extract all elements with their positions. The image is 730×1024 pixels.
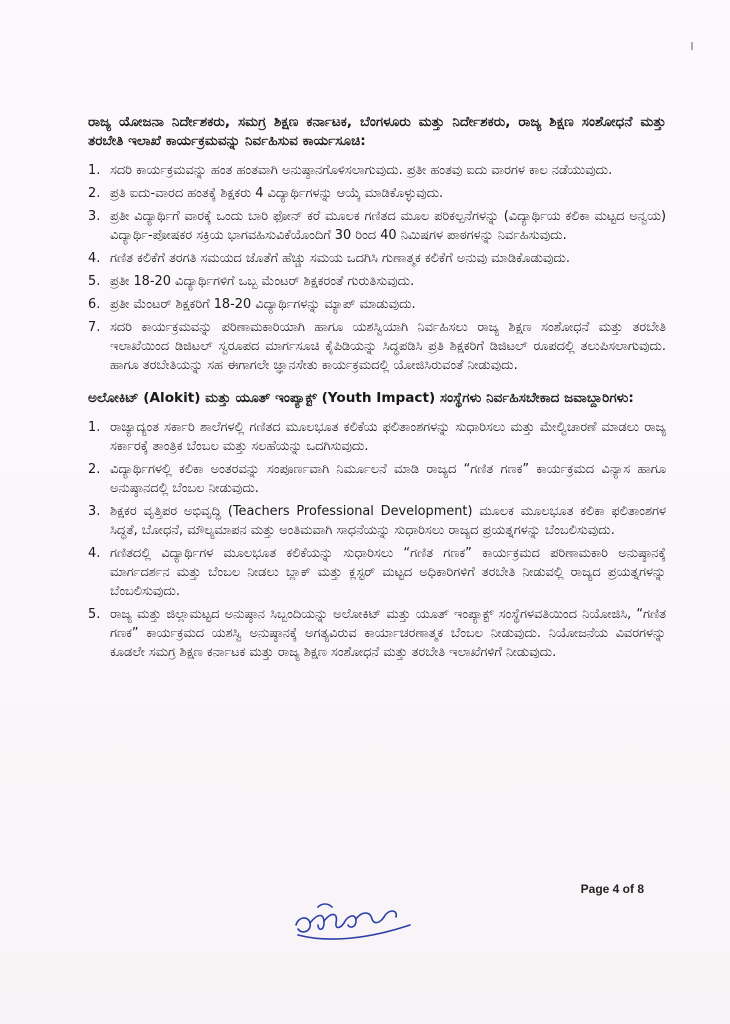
item-number: 2. bbox=[88, 186, 101, 201]
item-text: ಗಣಿತ ಕಲಿಕೆಗೆ ತರಗತಿ ಸಮಯದ ಜೊತೆಗೆ ಹೆಚ್ಚು ಸಮಯ ಒದಗಿಸಿ ಗುಣಾತ್ಮಕ ಕಲಿಕೆಗೆ ಅನುವು ಮಾಡಿಕೊಡುವುದು. bbox=[110, 251, 570, 266]
item-text: ಪ್ರತೀ 18-20 ವಿದ್ಯಾರ್ಥಿಗಳಿಗೆ ಒಬ್ಬ ಮೆಂಟರ್ ಶಿಕ್ಷಕರಂತೆ ಗುರುತಿಸುವುದು. bbox=[110, 274, 415, 289]
item-number: 1. bbox=[88, 163, 101, 178]
list-item bbox=[88, 161, 666, 180]
list-item bbox=[88, 502, 666, 540]
item-number: 3. bbox=[88, 504, 101, 519]
item-number: 2. bbox=[88, 462, 101, 477]
list-item bbox=[88, 207, 666, 245]
item-number: 5. bbox=[88, 274, 101, 289]
page-number: Page 4 of 8 bbox=[580, 882, 644, 896]
list-item bbox=[88, 418, 666, 456]
list-item bbox=[88, 605, 666, 662]
list-item bbox=[88, 318, 666, 375]
scan-mark-icon bbox=[690, 42, 694, 50]
list-item bbox=[88, 249, 666, 268]
section1-list bbox=[88, 161, 666, 375]
item-text: ರಾಜ್ಯ ಮತ್ತು ಜಿಲ್ಲಾಮಟ್ಟದ ಅನುಷ್ಠಾನ ಸಿಬ್ಬಂದಿಯನ್ನು ಅಲೋಕಿಟ್ ಮತ್ತು ಯೂತ್ ಇಂಪ್ಯಾಕ್ಟ್ ಸಂಸ್ಥೆಗಳವತಿಯಿಂದ ನಿಯೋಜಿಸಿ, “ಗಣಿತ ಗಣಕ” ಕಾರ್ಯಕ್ರಮದ ಯಶಸ್ವಿ ಅನುಷ್ಠಾನಕ್ಕೆ ಅಗತ್ಯವಿರುವ ಕಾರ್ಯಾಚರಣಾತ್ಮಕ ಬೆಂಬಲ ನೀಡುವುದು. ನಿಯೋಜನೆಯ ವಿವರಗಳನ್ನು ಕೂಡಲೇ ಸಮಗ್ರ ಶಿಕ್ಷಣ ಕರ್ನಾಟಕ ಮತ್ತು ರಾಜ್ಯ ಶಿಕ್ಷಣ ಸಂಶೋಧನೆ ಮತ್ತು ತರಬೇತಿ ಇಲಾಖೆಗಳಿಗೆ ನೀಡುವುದು. bbox=[110, 607, 666, 660]
item-text: ವಿದ್ಯಾರ್ಥಿಗಳಲ್ಲಿ ಕಲಿಕಾ ಅಂತರವನ್ನು ಸಂಪೂರ್ಣವಾಗಿ ನಿರ್ಮೂಲನೆ ಮಾಡಿ ರಾಜ್ಯದ “ಗಣಿತ ಗಣಕ” ಕಾರ್ಯಕ್ರಮದ ವಿನ್ಯಾಸ ಹಾಗೂ ಅನುಷ್ಠಾನದಲ್ಲಿ ಬೆಂಬಲ ನೀಡುವುದು. bbox=[110, 462, 666, 496]
list-item bbox=[88, 544, 666, 601]
section2-list bbox=[88, 418, 666, 662]
item-number: 7. bbox=[88, 320, 101, 335]
item-text: ಗಣಿತದಲ್ಲಿ ವಿದ್ಯಾರ್ಥಿಗಳ ಮೂಲಭೂತ ಕಲಿಕೆಯನ್ನು ಸುಧಾರಿಸಲು “ಗಣಿತ ಗಣಕ” ಕಾರ್ಯಕ್ರಮದ ಪರಿಣಾಮಕಾರಿ ಅನುಷ್ಠಾನಕ್ಕೆ ಮಾರ್ಗದರ್ಶನ ಮತ್ತು ಬೆಂಬಲ ನೀಡಲು ಬ್ಲಾಕ್ ಮತ್ತು ಕ್ಲಸ್ಟರ್ ಮಟ್ಟದ ಅಧಿಕಾರಿಗಳಿಗೆ ತರಬೇತಿ ನೀಡುವಲ್ಲಿ ರಾಜ್ಯದ ಪ್ರಯತ್ನಗಳನ್ನು ಬೆಂಬಲಿಸುವುದು. bbox=[110, 546, 666, 599]
item-text: ಪ್ರತೀ ಮೆಂಟರ್ ಶಿಕ್ಷಕರಿಗೆ 18-20 ವಿದ್ಯಾರ್ಥಿಗಳನ್ನು ಮ್ಯಾಪ್ ಮಾಡುವುದು. bbox=[110, 297, 416, 312]
item-text: ಶಿಕ್ಷಕರ ವೃತ್ತಿಪರ ಅಭಿವೃದ್ಧಿ (Teachers Professional Development) ಮೂಲಕ ಮೂಲಭೂತ ಕಲಿಕಾ ಫಲಿತಾಂಶಗಳ ಸಿದ್ಧತೆ, ಬೋಧನೆ, ಮೌಲ್ಯಮಾಪನ ಮತ್ತು ಅಂತಿಮವಾಗಿ ಸಾಧನೆಯನ್ನು ಸುಧಾರಿಸಲು ರಾಜ್ಯದ ಪ್ರಯತ್ನಗಳನ್ನು ಬೆಂಬಲಿಸುವುದು. bbox=[110, 504, 666, 538]
item-text: ಪ್ರತೀ ವಿದ್ಯಾರ್ಥಿಗೆ ವಾರಕ್ಕೆ ಒಂದು ಬಾರಿ ಫೋನ್ ಕರೆ ಮೂಲಕ ಗಣಿತದ ಮೂಲ ಪರಿಕಲ್ಪನೆಗಳನ್ನು (ವಿದ್ಯಾರ್ಥಿಯ ಕಲಿಕಾ ಮಟ್ಟದ ಅನ್ವಯ) ವಿದ್ಯಾರ್ಥಿ-ಪೋಷಕರ ಸಕ್ರಿಯ ಭಾಗವಹಿಸುವಿಕೆಯೊಂದಿಗೆ 30 ರಿಂದ 40 ನಿಮಿಷಗಳ ಪಾಠಗಳನ್ನು ನಿರ್ವಹಿಸುವುದು. bbox=[110, 209, 666, 243]
list-item bbox=[88, 184, 666, 203]
item-text: ಪ್ರತಿ ಐದು-ವಾರದ ಹಂತಕ್ಕೆ ಶಿಕ್ಷಕರು 4 ವಿದ್ಯಾರ್ಥಿಗಳನ್ನು ಆಯ್ಕೆ ಮಾಡಿಕೊಳ್ಳುವುದು. bbox=[110, 186, 444, 201]
item-number: 5. bbox=[88, 607, 101, 622]
list-item bbox=[88, 295, 666, 314]
document-body bbox=[88, 113, 666, 666]
item-number: 3. bbox=[88, 209, 101, 224]
item-number: 4. bbox=[88, 251, 101, 266]
item-text: ಸದರಿ ಕಾರ್ಯಕ್ರಮವನ್ನು ಪರಿಣಾಮಕಾರಿಯಾಗಿ ಹಾಗೂ ಯಶಸ್ವಿಯಾಗಿ ನಿರ್ವಹಿಸಲು ರಾಜ್ಯ ಶಿಕ್ಷಣ ಸಂಶೋಧನೆ ಮತ್ತು ತರಬೇತಿ ಇಲಾಖೆಯಿಂದ ಡಿಜಿಟಲ್ ಸ್ವರೂಪದ ಮಾರ್ಗಸೂಚಿ ಕೈಪಿಡಿಯನ್ನು ಸಿದ್ಧಪಡಿಸಿ ಪ್ರತಿ ಶಿಕ್ಷಕರಿಗೆ ಡಿಜಿಟಲ್ ರೂಪದಲ್ಲಿ ತಲುಪಿಸಲಾಗುವುದು. ಹಾಗೂ ತರಬೇತಿಯನ್ನು ಸಹ ಈಗಾಗಲೇ ಜ್ಞಾನಸೇತು ಕಾರ್ಯಕ್ರಮದಲ್ಲಿ ಯೋಜಿಸಿರುವಂತೆ ನೀಡುವುದು. bbox=[110, 320, 666, 373]
item-number: 6. bbox=[88, 297, 101, 312]
section2-heading: ಅಲೋಕಿಟ್ (Alokit) ಮತ್ತು ಯೂತ್ ಇಂಪ್ಯಾಕ್ಟ್ (Youth Impact) ಸಂಸ್ಥೆಗಳು ನಿರ್ವಹಿಸಬೇಕಾದ ಜವಾಬ್ದಾರಿಗಳು: bbox=[88, 390, 634, 406]
item-text: ಸದರಿ ಕಾರ್ಯಕ್ರಮವನ್ನು ಹಂತ ಹಂತವಾಗಿ ಅನುಷ್ಠಾನಗೊಳಿಸಲಾಗುವುದು. ಪ್ರತೀ ಹಂತವು ಐದು ವಾರಗಳ ಕಾಲ ನಡೆಯುವುದು. bbox=[110, 163, 613, 178]
item-number: 1. bbox=[88, 420, 101, 435]
item-number: 4. bbox=[88, 546, 101, 561]
item-text: ರಾಜ್ಯಾದ್ಯಂತ ಸರ್ಕಾರಿ ಶಾಲೆಗಳಲ್ಲಿ ಗಣಿತದ ಮೂಲಭೂತ ಕಲಿಕೆಯ ಫಲಿತಾಂಶಗಳನ್ನು ಸುಧಾರಿಸಲು ಮತ್ತು ಮೇಲ್ವಿಚಾರಣೆ ಮಾಡಲು ರಾಜ್ಯ ಸರ್ಕಾರಕ್ಕೆ ತಾಂತ್ರಿಕ ಬೆಂಬಲ ಮತ್ತು ಸಲಹೆಯನ್ನು ಒದಗಿಸುವುದು. bbox=[110, 420, 666, 454]
list-item bbox=[88, 272, 666, 291]
list-item bbox=[88, 460, 666, 498]
section1-heading: ರಾಜ್ಯ ಯೋಜನಾ ನಿರ್ದೇಶಕರು, ಸಮಗ್ರ ಶಿಕ್ಷಣ ಕರ್ನಾಟಕ, ಬೆಂಗಳೂರು ಮತ್ತು ನಿರ್ದೇಶಕರು, ರಾಜ್ಯ ಶಿಕ್ಷಣ ಸಂಶೋಧನೆ ಮತ್ತು ತರಬೇತಿ ಇಲಾಖೆ ಕಾರ್ಯಕ್ರಮವನ್ನು ನಿರ್ವಹಿಸುವ ಕಾರ್ಯಸೂಚಿ: bbox=[88, 114, 666, 149]
signature-icon bbox=[288, 895, 418, 950]
